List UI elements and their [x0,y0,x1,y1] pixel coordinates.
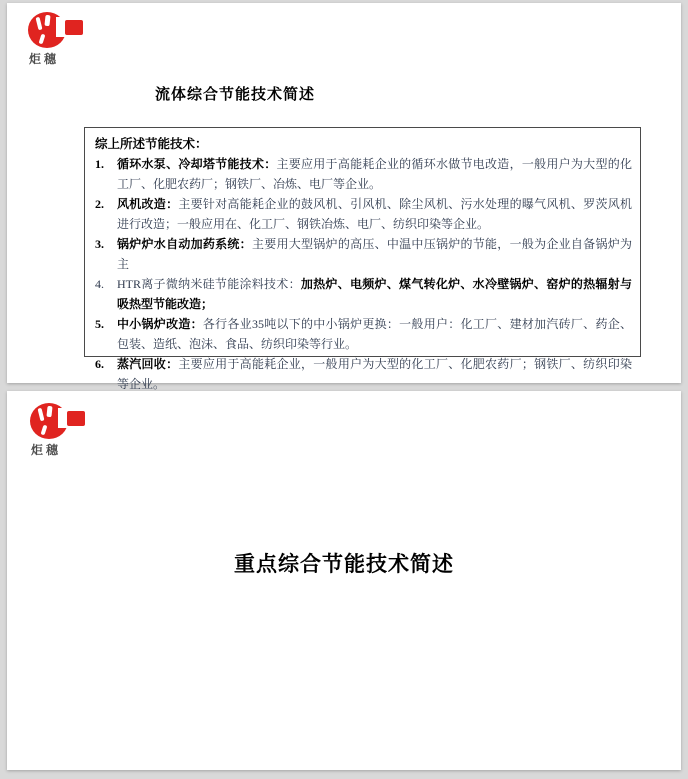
item-lead: HTR离子微纳米硅节能涂料技术： [117,277,301,291]
company-logo [28,12,88,64]
item-body: 主要针对高能耗企业的鼓风机、引风机、除尘风机、污水处理的曝气风机、罗茨风机进行改造；一般应用在、化工厂、钢铁冶炼、电厂、纺织印染等企业。 [117,197,632,231]
slide-page-2[interactable] [7,391,681,770]
list-item [95,274,632,314]
item-lead: 锅炉炉水自动加药系统： [117,237,252,251]
item-number: 3. [95,237,104,251]
item-body: 主要应用于高能耗企业的循环水做节电改造，一般用户为大型的化工厂、化肥农药厂；钢铁厂、冶炼、电厂等企业。 [117,157,632,191]
list-item [95,154,632,194]
list-item [95,234,632,274]
summary-box-header: 综上所述节能技术： [95,137,208,151]
item-text [117,354,632,394]
logo-brand-text: 炬穗 [29,52,60,66]
item-text [117,234,632,274]
company-logo [30,403,90,455]
item-lead: 循环水泵、冷却塔节能技术： [117,157,277,171]
torch-logo-icon [30,403,88,440]
item-number: 6. [95,357,104,371]
item-body: 加热炉、电频炉、煤气转化炉、水冷壁锅炉、窑炉的热辐射与吸热型节能改造； [117,277,632,311]
logo-brand-text: 炬穗 [31,443,62,457]
item-body: 各行各业35吨以下的中小锅炉更换：一般用户：化工厂、建材加汽砖厂、药企、包装、造纸、泡沫、食品、纺织印染等行业。 [117,317,632,351]
slide1-title: 流体综合节能技术简述 [155,87,316,103]
item-text [117,274,632,314]
item-text [117,154,632,194]
item-number: 5. [95,317,104,331]
item-text [117,194,632,234]
item-text [117,314,632,354]
list-item [95,354,632,394]
torch-logo-icon [28,12,86,49]
item-number: 4. [95,277,104,291]
slide-page-1[interactable] [7,3,681,391]
item-lead: 蒸汽回收： [117,357,179,371]
item-body: 主要应用于高能耗企业，一般用户为大型的化工厂、化肥农药厂；钢铁厂、纺织印染等企业。 [117,357,632,391]
item-number: 1. [95,157,104,171]
item-lead: 风机改造： [117,197,179,211]
item-lead: 中小锅炉改造： [117,317,203,331]
list-item [95,314,632,354]
slide2-title: 重点综合节能技术简述 [234,552,454,576]
item-body: 主要用大型锅炉的高压、中温中压锅炉的节能，一般为企业自备锅炉为主 [117,237,632,271]
list-item [95,194,632,234]
summary-box [84,127,641,391]
item-number: 2. [95,197,104,211]
